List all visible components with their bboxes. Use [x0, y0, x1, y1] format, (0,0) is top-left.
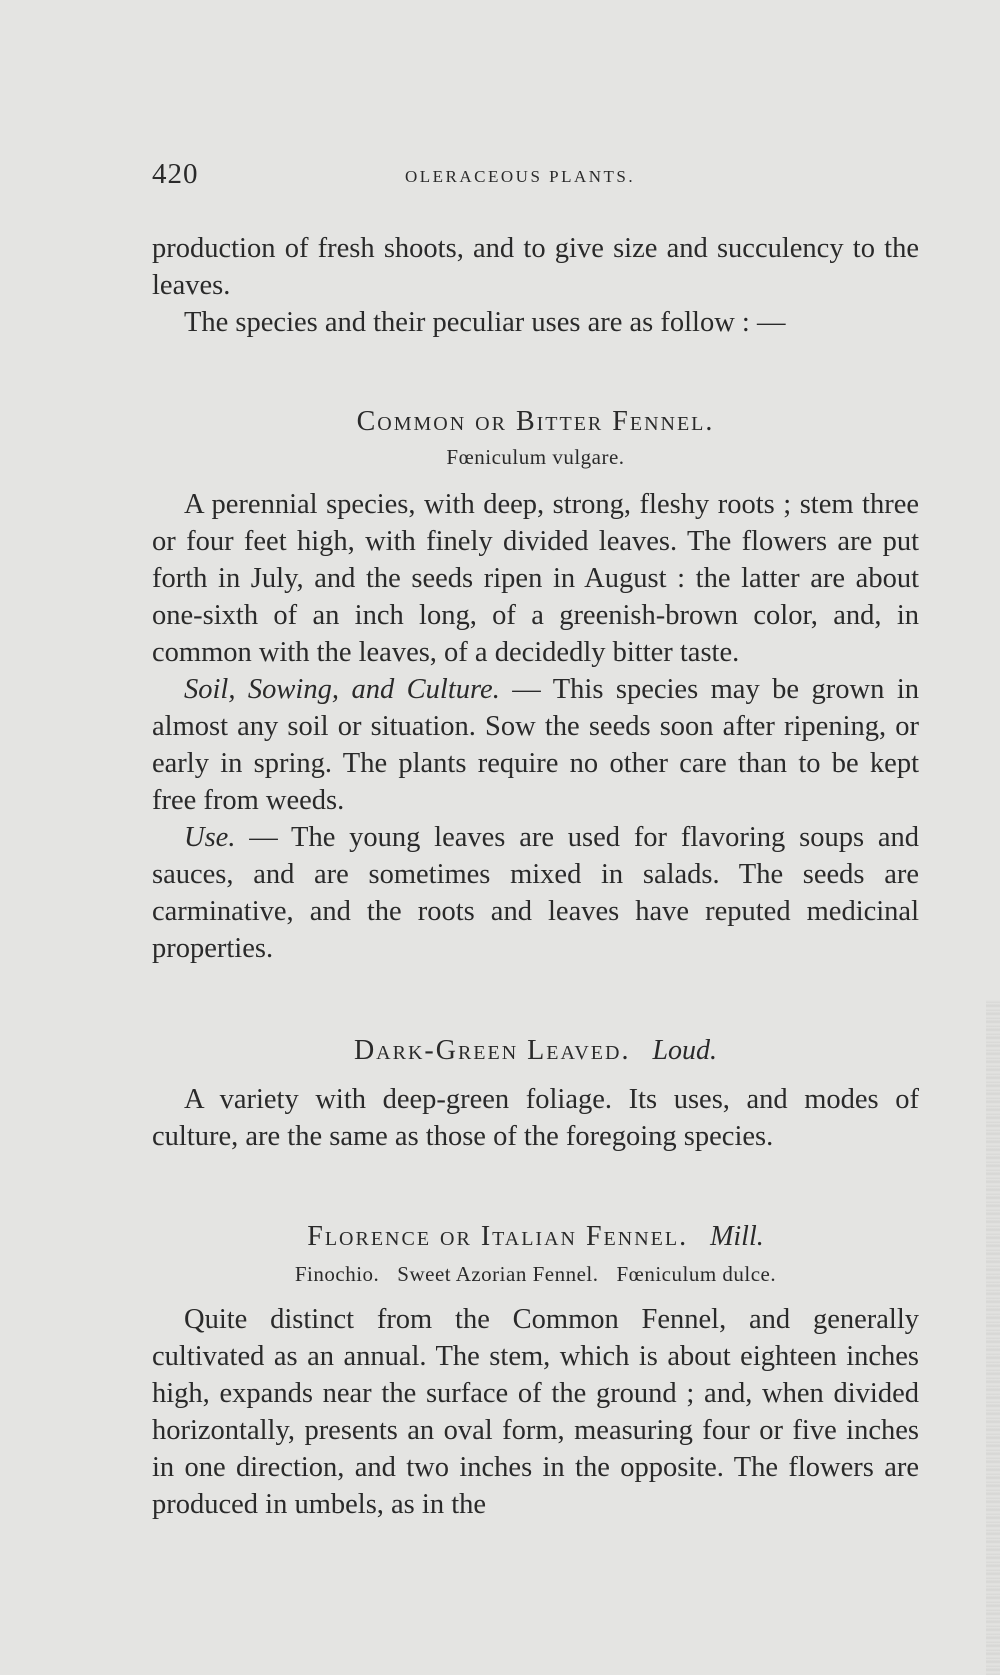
- culture-text: — This species may be grown in almost any soil or situation. Sow the seeds soon after ripening, or early in spring. The plants require no other care than to be kept free from weeds.: [152, 674, 919, 816]
- synonym-sweet-azorian: Sweet Azorian Fennel.: [397, 1262, 599, 1286]
- species-intro-paragraph: The species and their peculiar uses are as follow : —: [184, 307, 786, 338]
- dark-green-section: [152, 1033, 919, 1155]
- page-edge: [986, 1000, 1000, 1675]
- synonym-finochio: Finochio.: [294, 1262, 380, 1286]
- common-fennel-use: [152, 819, 919, 967]
- dark-green-title: Dark-Green Leaved.: [353, 1035, 631, 1066]
- common-fennel-culture: [152, 671, 919, 819]
- florence-fennel-authority: Mill.: [710, 1221, 764, 1252]
- running-head: [152, 158, 672, 198]
- dark-green-description: A variety with deep-green foliage. Its uses, and modes of culture, are the same as those of the foregoing species.: [152, 1084, 919, 1152]
- page-number: 420: [152, 158, 199, 190]
- common-fennel-heading: Common or Bitter Fennel.: [356, 406, 715, 437]
- intro-block: [152, 230, 919, 341]
- florence-fennel-heading: [152, 1219, 919, 1255]
- common-fennel-latin: Fœniculum vulgare.: [446, 445, 625, 469]
- common-fennel-section: [152, 404, 919, 967]
- florence-fennel-description: Quite distinct from the Common Fennel, and generally cultivated as an annual. The stem, which is about eighteen inches high, expands near the surface of the ground ; and, when divided horizontally, presents an oval form, measuring four or five inches in one direction, and two inches in the opposite. The flowers are produced in umbels, as in the: [152, 1304, 919, 1520]
- use-text: — The young leaves are used for flavoring soups and sauces, and are sometimes mixed in salads. The seeds are carminative, and the roots and leaves have reputed medicinal properties.: [152, 822, 919, 964]
- running-title: OLERACEOUS PLANTS.: [405, 167, 636, 186]
- culture-label: Soil, Sowing, and Culture.: [184, 674, 500, 705]
- florence-fennel-synonyms: [152, 1259, 919, 1289]
- synonym-latin: Fœniculum dulce.: [616, 1262, 777, 1286]
- use-label: Use.: [184, 822, 236, 853]
- dark-green-authority: Loud.: [652, 1035, 718, 1066]
- florence-fennel-section: [152, 1219, 919, 1523]
- continuation-paragraph: production of fresh shoots, and to give size and succulency to the leaves.: [152, 233, 919, 301]
- florence-fennel-title: Florence or Italian Fennel.: [307, 1221, 689, 1252]
- common-fennel-description: A perennial species, with deep, strong, fleshy roots ; stem three or four feet high, with finely divided leaves. The flowers are put forth in July, and the seeds ripen in August : the latter are about one-sixth of an inch long, of a greenish-brown color, and, in common with the leaves, of a decidedly bitter taste.: [152, 489, 919, 668]
- dark-green-heading: [152, 1033, 919, 1069]
